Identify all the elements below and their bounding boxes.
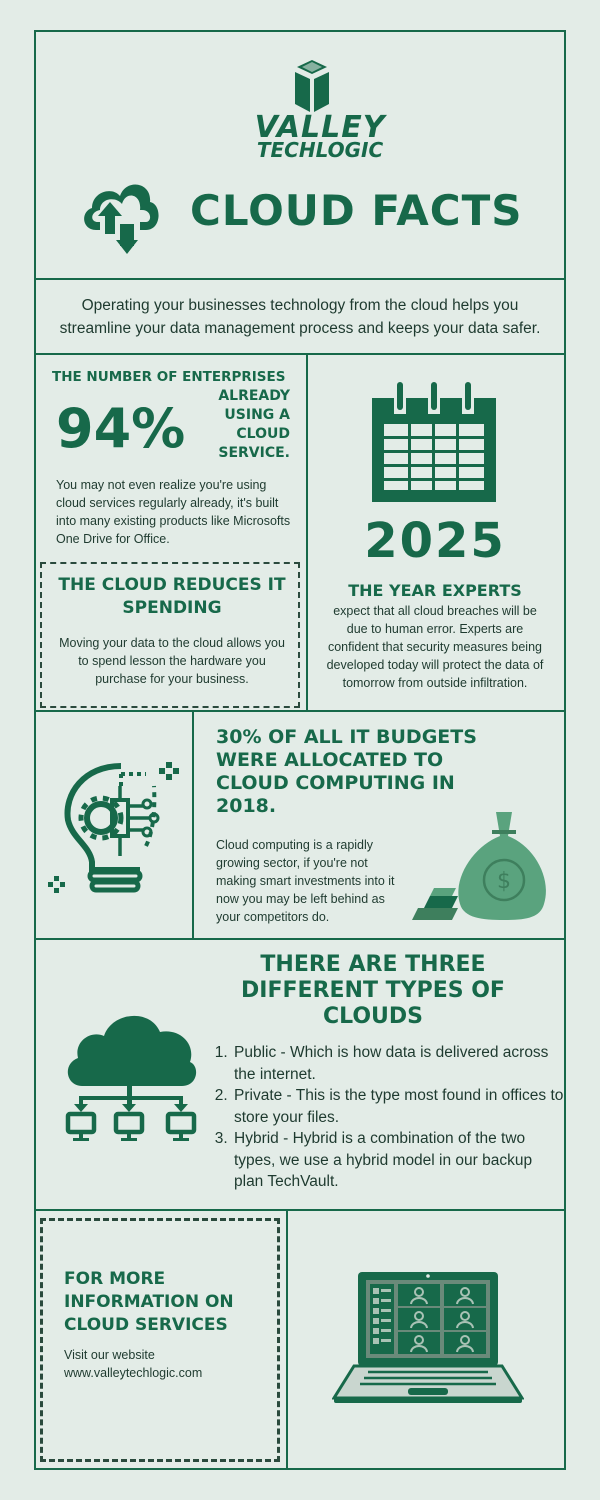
money-bag-icon xyxy=(408,808,550,920)
enterprises-body: You may not even realize you're using cloud services regularly already, it's built into many existing products like Microsofts One Drive for Office. xyxy=(56,478,291,546)
list-item: 2. Private - This is the type most found in offices to store your files. xyxy=(232,1085,564,1128)
page-title: CLOUD FACTS xyxy=(190,186,523,235)
year-value: 2025 xyxy=(364,513,506,569)
divider xyxy=(34,710,566,712)
budget-heading: 30% OF ALL IT BUDGETS WERE ALLOCATED TO CLOUD COMPUTING IN 2018. xyxy=(216,726,477,817)
divider xyxy=(306,353,308,711)
website-link[interactable]: www.valleytechlogic.com xyxy=(64,1366,203,1380)
budget-body: Cloud computing is a rapidly growing sector, if you're not making smart investments into it now you may be left behind as your competitors do. xyxy=(216,838,395,924)
calendar-icon xyxy=(370,378,498,504)
divider xyxy=(34,278,566,280)
divider xyxy=(286,1209,288,1469)
brand-name: VALLEY xyxy=(254,110,386,145)
logo-cube-icon xyxy=(293,58,331,114)
divider xyxy=(34,353,566,355)
brand-subname: TECHLOGIC xyxy=(256,138,384,162)
stat-94-label: ALREADY USING A CLOUD SERVICE. xyxy=(218,388,290,461)
more-info-box xyxy=(40,1218,280,1462)
svg-text:$: $ xyxy=(497,869,511,894)
laptop-video-call-icon xyxy=(332,1270,524,1406)
divider xyxy=(34,938,566,940)
cloud-upload-icon xyxy=(78,172,162,256)
year-heading: THE YEAR EXPERTS xyxy=(348,581,522,600)
divider xyxy=(192,710,194,939)
enterprises-heading: THE NUMBER OF ENTERPRISES xyxy=(52,369,286,385)
types-heading: THERE ARE THREE DIFFERENT TYPES OF CLOUDS xyxy=(241,952,505,1029)
more-info-heading: FOR MORE INFORMATION ON CLOUD SERVICES xyxy=(64,1269,234,1335)
more-info-line: Visit our website xyxy=(64,1348,155,1362)
spending-body: Moving your data to the cloud allows you to spend lesson the hardware you purchase for your business. xyxy=(59,636,285,686)
cloud-network-icon xyxy=(60,1002,200,1142)
spending-heading: THE CLOUD REDUCES IT SPENDING xyxy=(58,575,286,618)
intro-text: Operating your businesses technology from the cloud helps you streamline your data management process and keeps your data safer. xyxy=(59,297,541,337)
list-item: 3. Hybrid - Hybrid is a combination of the two types, we use a hybrid model in our backup plan TechVault. xyxy=(232,1128,564,1193)
divider xyxy=(34,1209,566,1211)
lightbulb-circuit-icon xyxy=(46,746,186,896)
list-item: 1. Public - Which is how data is delivered across the internet. xyxy=(232,1042,564,1085)
cloud-types-list xyxy=(206,1042,564,1193)
stat-94-value: 94% xyxy=(56,397,186,460)
year-body: expect that all cloud breaches will be due to human error. Experts are confident that security measures being developed today will protect the data of tomorrow from outside infiltration. xyxy=(326,604,544,690)
